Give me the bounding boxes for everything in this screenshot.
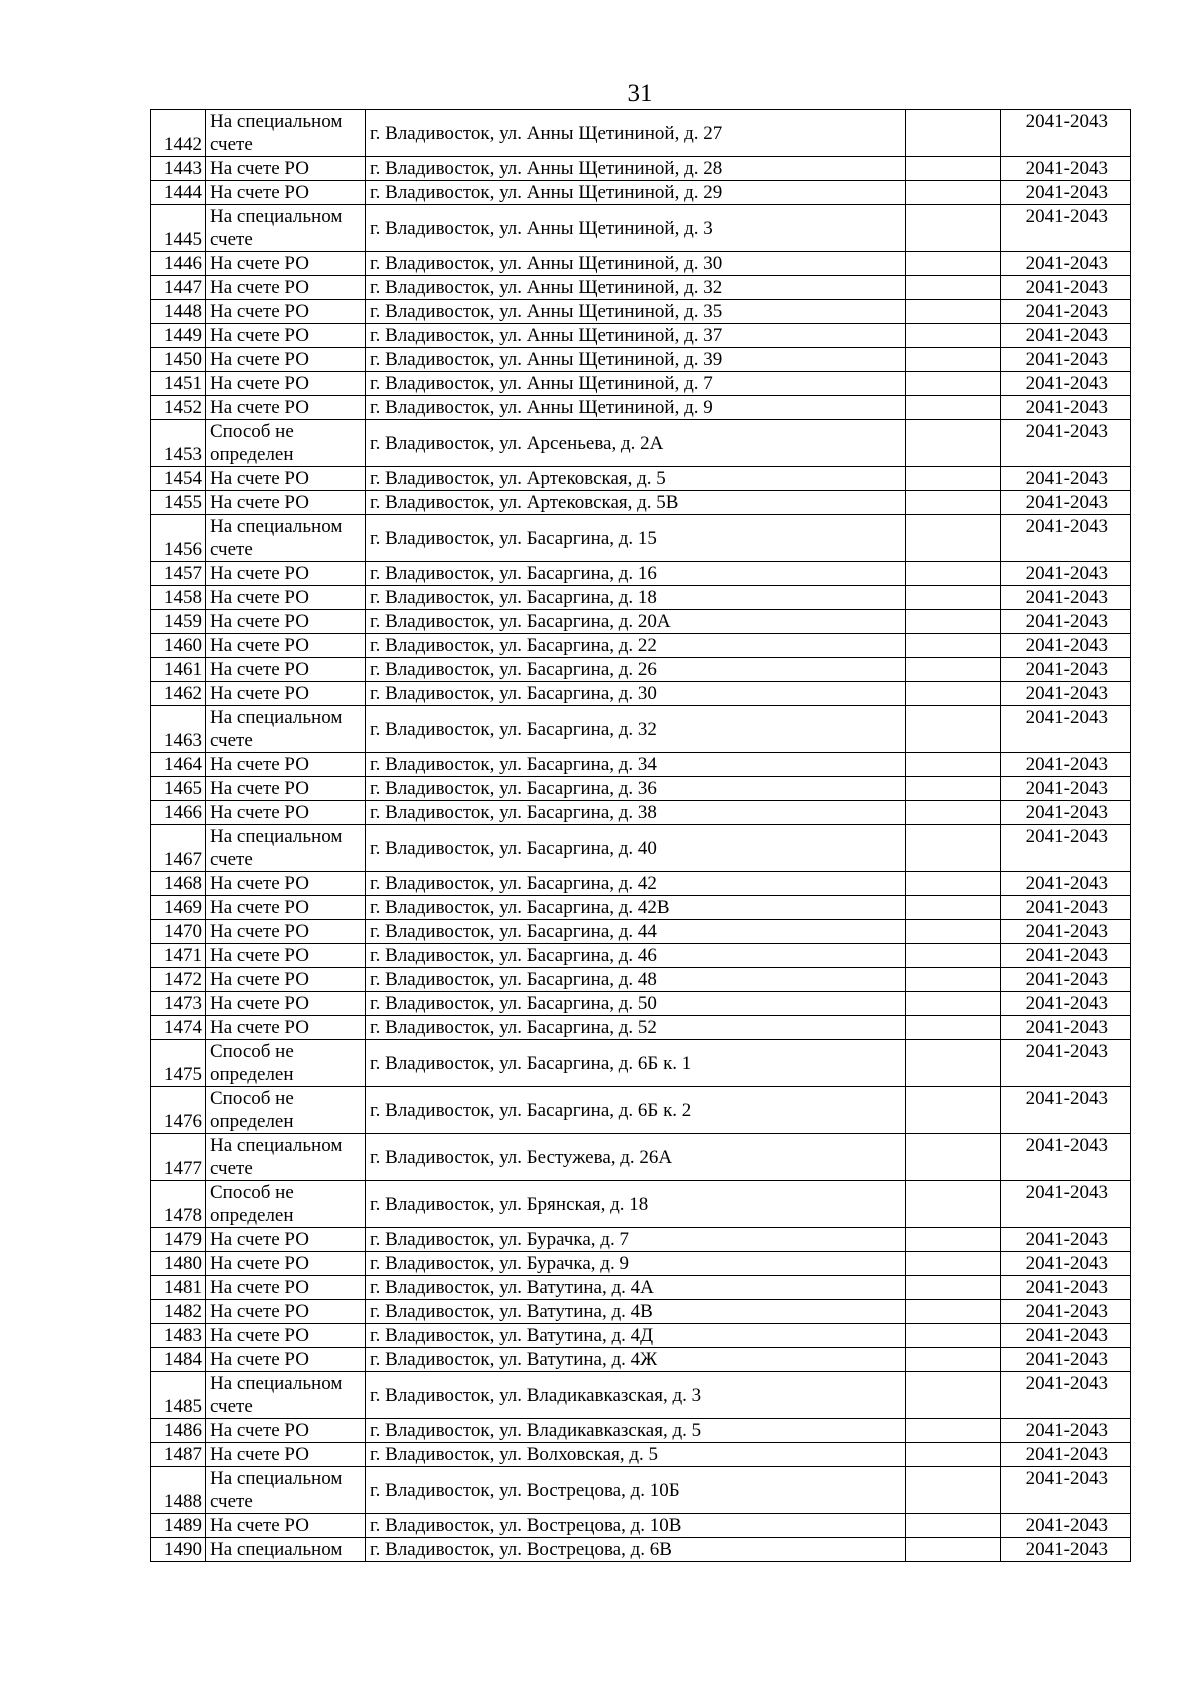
period-cell: 2041-2043 xyxy=(1001,706,1131,753)
period-cell: 2041-2043 xyxy=(1001,276,1131,300)
fund-method-cell: На счете РО xyxy=(206,372,366,396)
period-cell: 2041-2043 xyxy=(1001,396,1131,420)
empty-cell xyxy=(906,1538,1001,1562)
table-row xyxy=(151,1134,1131,1181)
empty-cell xyxy=(906,801,1001,825)
row-number-cell: 1488 xyxy=(151,1467,206,1514)
fund-method-cell: На счете РО xyxy=(206,968,366,992)
fund-method-cell: На специальном счете xyxy=(206,1134,366,1181)
address-cell: г. Владивосток, ул. Анны Щетининой, д. 35 xyxy=(366,300,906,324)
empty-cell xyxy=(906,252,1001,276)
empty-cell xyxy=(906,372,1001,396)
period-cell: 2041-2043 xyxy=(1001,610,1131,634)
period-cell: 2041-2043 xyxy=(1001,1467,1131,1514)
fund-method-cell: На счете РО xyxy=(206,181,366,205)
period-cell: 2041-2043 xyxy=(1001,801,1131,825)
row-number-cell: 1453 xyxy=(151,420,206,467)
table-row xyxy=(151,1324,1131,1348)
row-number-cell: 1477 xyxy=(151,1134,206,1181)
table-row xyxy=(151,515,1131,562)
fund-method-cell: На счете РО xyxy=(206,157,366,181)
register-table xyxy=(150,109,1131,1562)
address-cell: г. Владивосток, ул. Басаргина, д. 6Б к. 2 xyxy=(366,1087,906,1134)
row-number-cell: 1482 xyxy=(151,1300,206,1324)
row-number-cell: 1458 xyxy=(151,586,206,610)
table-row xyxy=(151,300,1131,324)
row-number-cell: 1485 xyxy=(151,1372,206,1419)
address-cell: г. Владивосток, ул. Анны Щетининой, д. 37 xyxy=(366,324,906,348)
empty-cell xyxy=(906,1087,1001,1134)
table-row xyxy=(151,944,1131,968)
table-row xyxy=(151,801,1131,825)
table-row xyxy=(151,181,1131,205)
period-cell: 2041-2043 xyxy=(1001,110,1131,157)
table-row xyxy=(151,1514,1131,1538)
address-cell: г. Владивосток, ул. Басаргина, д. 46 xyxy=(366,944,906,968)
fund-method-cell: На специальном счете xyxy=(206,515,366,562)
page-number: 31 xyxy=(627,80,653,107)
address-cell: г. Владивосток, ул. Брянская, д. 18 xyxy=(366,1181,906,1228)
empty-cell xyxy=(906,682,1001,706)
address-cell: г. Владивосток, ул. Басаргина, д. 52 xyxy=(366,1016,906,1040)
row-number-cell: 1478 xyxy=(151,1181,206,1228)
row-number-cell: 1484 xyxy=(151,1348,206,1372)
period-cell: 2041-2043 xyxy=(1001,753,1131,777)
fund-method-cell: На счете РО xyxy=(206,777,366,801)
empty-cell xyxy=(906,872,1001,896)
address-cell: г. Владивосток, ул. Басаргина, д. 22 xyxy=(366,634,906,658)
address-cell: г. Владивосток, ул. Бурачка, д. 7 xyxy=(366,1228,906,1252)
table-row xyxy=(151,872,1131,896)
empty-cell xyxy=(906,491,1001,515)
table-row xyxy=(151,706,1131,753)
fund-method-cell: Способ не определен xyxy=(206,1087,366,1134)
empty-cell xyxy=(906,1372,1001,1419)
row-number-cell: 1479 xyxy=(151,1228,206,1252)
row-number-cell: 1467 xyxy=(151,825,206,872)
empty-cell xyxy=(906,420,1001,467)
empty-cell xyxy=(906,1514,1001,1538)
row-number-cell: 1444 xyxy=(151,181,206,205)
row-number-cell: 1486 xyxy=(151,1419,206,1443)
address-cell: г. Владивосток, ул. Басаргина, д. 42В xyxy=(366,896,906,920)
row-number-cell: 1448 xyxy=(151,300,206,324)
row-number-cell: 1476 xyxy=(151,1087,206,1134)
row-number-cell: 1490 xyxy=(151,1538,206,1562)
period-cell: 2041-2043 xyxy=(1001,562,1131,586)
address-cell: г. Владивосток, ул. Вострецова, д. 6В xyxy=(366,1538,906,1562)
row-number-cell: 1465 xyxy=(151,777,206,801)
period-cell: 2041-2043 xyxy=(1001,324,1131,348)
period-cell: 2041-2043 xyxy=(1001,1181,1131,1228)
fund-method-cell: На счете РО xyxy=(206,1324,366,1348)
address-cell: г. Владивосток, ул. Басаргина, д. 6Б к. 1 xyxy=(366,1040,906,1087)
table-row xyxy=(151,324,1131,348)
table-row xyxy=(151,562,1131,586)
table-row xyxy=(151,276,1131,300)
address-cell: г. Владивосток, ул. Басаргина, д. 38 xyxy=(366,801,906,825)
address-cell: г. Владивосток, ул. Ватутина, д. 4Д xyxy=(366,1324,906,1348)
row-number-cell: 1469 xyxy=(151,896,206,920)
period-cell: 2041-2043 xyxy=(1001,491,1131,515)
row-number-cell: 1459 xyxy=(151,610,206,634)
address-cell: г. Владивосток, ул. Анны Щетининой, д. 29 xyxy=(366,181,906,205)
address-cell: г. Владивосток, ул. Артековская, д. 5В xyxy=(366,491,906,515)
empty-cell xyxy=(906,181,1001,205)
table-row xyxy=(151,682,1131,706)
period-cell: 2041-2043 xyxy=(1001,205,1131,252)
fund-method-cell: На счете РО xyxy=(206,944,366,968)
empty-cell xyxy=(906,968,1001,992)
empty-cell xyxy=(906,1324,1001,1348)
period-cell: 2041-2043 xyxy=(1001,1252,1131,1276)
period-cell: 2041-2043 xyxy=(1001,1514,1131,1538)
fund-method-cell: На специальном счете xyxy=(206,706,366,753)
empty-cell xyxy=(906,658,1001,682)
address-cell: г. Владивосток, ул. Ватутина, д. 4В xyxy=(366,1300,906,1324)
fund-method-cell: На счете РО xyxy=(206,1514,366,1538)
table-row xyxy=(151,1419,1131,1443)
address-cell: г. Владивосток, ул. Ватутина, д. 4А xyxy=(366,1276,906,1300)
empty-cell xyxy=(906,110,1001,157)
table-row xyxy=(151,586,1131,610)
address-cell: г. Владивосток, ул. Анны Щетининой, д. 39 xyxy=(366,348,906,372)
fund-method-cell: На специальном счете xyxy=(206,110,366,157)
empty-cell xyxy=(906,1419,1001,1443)
address-cell: г. Владивосток, ул. Бурачка, д. 9 xyxy=(366,1252,906,1276)
empty-cell xyxy=(906,825,1001,872)
row-number-cell: 1454 xyxy=(151,467,206,491)
table-row xyxy=(151,753,1131,777)
empty-cell xyxy=(906,1467,1001,1514)
fund-method-cell: На счете РО xyxy=(206,1228,366,1252)
address-cell: г. Владивосток, ул. Анны Щетининой, д. 28 xyxy=(366,157,906,181)
row-number-cell: 1472 xyxy=(151,968,206,992)
fund-method-cell: На счете РО xyxy=(206,1443,366,1467)
row-number-cell: 1474 xyxy=(151,1016,206,1040)
fund-method-cell: На счете РО xyxy=(206,1252,366,1276)
row-number-cell: 1463 xyxy=(151,706,206,753)
table-row xyxy=(151,205,1131,252)
row-number-cell: 1475 xyxy=(151,1040,206,1087)
period-cell: 2041-2043 xyxy=(1001,658,1131,682)
fund-method-cell: На счете РО xyxy=(206,634,366,658)
table-row xyxy=(151,252,1131,276)
address-cell: г. Владивосток, ул. Анны Щетининой, д. 27 xyxy=(366,110,906,157)
empty-cell xyxy=(906,1040,1001,1087)
row-number-cell: 1455 xyxy=(151,491,206,515)
row-number-cell: 1471 xyxy=(151,944,206,968)
address-cell: г. Владивосток, ул. Басаргина, д. 44 xyxy=(366,920,906,944)
period-cell: 2041-2043 xyxy=(1001,682,1131,706)
empty-cell xyxy=(906,944,1001,968)
fund-method-cell: На счете РО xyxy=(206,276,366,300)
address-cell: г. Владивосток, ул. Бестужева, д. 26А xyxy=(366,1134,906,1181)
fund-method-cell: На счете РО xyxy=(206,252,366,276)
row-number-cell: 1447 xyxy=(151,276,206,300)
row-number-cell: 1452 xyxy=(151,396,206,420)
period-cell: 2041-2043 xyxy=(1001,181,1131,205)
fund-method-cell: На счете РО xyxy=(206,610,366,634)
row-number-cell: 1468 xyxy=(151,872,206,896)
fund-method-cell: Способ не определен xyxy=(206,1181,366,1228)
address-cell: г. Владивосток, ул. Владикавказская, д. 3 xyxy=(366,1372,906,1419)
fund-method-cell: На счете РО xyxy=(206,562,366,586)
period-cell: 2041-2043 xyxy=(1001,515,1131,562)
fund-method-cell: На специальном xyxy=(206,1538,366,1562)
empty-cell xyxy=(906,205,1001,252)
table-row xyxy=(151,634,1131,658)
period-cell: 2041-2043 xyxy=(1001,300,1131,324)
address-cell: г. Владивосток, ул. Ватутина, д. 4Ж xyxy=(366,1348,906,1372)
period-cell: 2041-2043 xyxy=(1001,1443,1131,1467)
row-number-cell: 1473 xyxy=(151,992,206,1016)
fund-method-cell: Способ не определен xyxy=(206,1040,366,1087)
empty-cell xyxy=(906,1276,1001,1300)
row-number-cell: 1450 xyxy=(151,348,206,372)
fund-method-cell: На счете РО xyxy=(206,586,366,610)
row-number-cell: 1446 xyxy=(151,252,206,276)
address-cell: г. Владивосток, ул. Анны Щетининой, д. 7 xyxy=(366,372,906,396)
table-row xyxy=(151,1040,1131,1087)
table-row xyxy=(151,1443,1131,1467)
empty-cell xyxy=(906,992,1001,1016)
empty-cell xyxy=(906,348,1001,372)
empty-cell xyxy=(906,1228,1001,1252)
address-cell: г. Владивосток, ул. Владикавказская, д. 5 xyxy=(366,1419,906,1443)
table-row xyxy=(151,1087,1131,1134)
address-cell: г. Владивосток, ул. Басаргина, д. 16 xyxy=(366,562,906,586)
table-row xyxy=(151,610,1131,634)
address-cell: г. Владивосток, ул. Анны Щетининой, д. 9 xyxy=(366,396,906,420)
period-cell: 2041-2043 xyxy=(1001,968,1131,992)
period-cell: 2041-2043 xyxy=(1001,872,1131,896)
table-row xyxy=(151,920,1131,944)
empty-cell xyxy=(906,276,1001,300)
empty-cell xyxy=(906,920,1001,944)
period-cell: 2041-2043 xyxy=(1001,777,1131,801)
row-number-cell: 1480 xyxy=(151,1252,206,1276)
table-row xyxy=(151,658,1131,682)
empty-cell xyxy=(906,1252,1001,1276)
row-number-cell: 1487 xyxy=(151,1443,206,1467)
row-number-cell: 1462 xyxy=(151,682,206,706)
table-row xyxy=(151,1538,1131,1562)
address-cell: г. Владивосток, ул. Басаргина, д. 26 xyxy=(366,658,906,682)
empty-cell xyxy=(906,610,1001,634)
fund-method-cell: На счете РО xyxy=(206,1300,366,1324)
period-cell: 2041-2043 xyxy=(1001,1276,1131,1300)
row-number-cell: 1483 xyxy=(151,1324,206,1348)
address-cell: г. Владивосток, ул. Басаргина, д. 30 xyxy=(366,682,906,706)
row-number-cell: 1466 xyxy=(151,801,206,825)
address-cell: г. Владивосток, ул. Арсеньева, д. 2А xyxy=(366,420,906,467)
period-cell: 2041-2043 xyxy=(1001,825,1131,872)
address-cell: г. Владивосток, ул. Басаргина, д. 15 xyxy=(366,515,906,562)
period-cell: 2041-2043 xyxy=(1001,1228,1131,1252)
period-cell: 2041-2043 xyxy=(1001,1300,1131,1324)
table-row xyxy=(151,1181,1131,1228)
row-number-cell: 1481 xyxy=(151,1276,206,1300)
period-cell: 2041-2043 xyxy=(1001,1372,1131,1419)
fund-method-cell: На счете РО xyxy=(206,872,366,896)
row-number-cell: 1460 xyxy=(151,634,206,658)
fund-method-cell: На счете РО xyxy=(206,300,366,324)
fund-method-cell: На специальном счете xyxy=(206,825,366,872)
empty-cell xyxy=(906,157,1001,181)
address-cell: г. Владивосток, ул. Басаргина, д. 36 xyxy=(366,777,906,801)
table-row xyxy=(151,348,1131,372)
address-cell: г. Владивосток, ул. Анны Щетининой, д. 32 xyxy=(366,276,906,300)
period-cell: 2041-2043 xyxy=(1001,157,1131,181)
period-cell: 2041-2043 xyxy=(1001,372,1131,396)
table-row xyxy=(151,1372,1131,1419)
table-row xyxy=(151,157,1131,181)
fund-method-cell: На счете РО xyxy=(206,753,366,777)
empty-cell xyxy=(906,586,1001,610)
empty-cell xyxy=(906,1016,1001,1040)
fund-method-cell: На счете РО xyxy=(206,467,366,491)
address-cell: г. Владивосток, ул. Вострецова, д. 10В xyxy=(366,1514,906,1538)
fund-method-cell: На счете РО xyxy=(206,658,366,682)
table-row xyxy=(151,968,1131,992)
table-row xyxy=(151,467,1131,491)
row-number-cell: 1464 xyxy=(151,753,206,777)
table-row xyxy=(151,1252,1131,1276)
address-cell: г. Владивосток, ул. Вострецова, д. 10Б xyxy=(366,1467,906,1514)
period-cell: 2041-2043 xyxy=(1001,467,1131,491)
period-cell: 2041-2043 xyxy=(1001,1040,1131,1087)
empty-cell xyxy=(906,1443,1001,1467)
row-number-cell: 1442 xyxy=(151,110,206,157)
empty-cell xyxy=(906,706,1001,753)
period-cell: 2041-2043 xyxy=(1001,1134,1131,1181)
empty-cell xyxy=(906,562,1001,586)
row-number-cell: 1457 xyxy=(151,562,206,586)
period-cell: 2041-2043 xyxy=(1001,992,1131,1016)
address-cell: г. Владивосток, ул. Анны Щетининой, д. 3 xyxy=(366,205,906,252)
table-row xyxy=(151,1300,1131,1324)
address-cell: г. Владивосток, ул. Басаргина, д. 32 xyxy=(366,706,906,753)
row-number-cell: 1489 xyxy=(151,1514,206,1538)
empty-cell xyxy=(906,396,1001,420)
address-cell: г. Владивосток, ул. Басаргина, д. 20А xyxy=(366,610,906,634)
period-cell: 2041-2043 xyxy=(1001,1348,1131,1372)
address-cell: г. Владивосток, ул. Волховская, д. 5 xyxy=(366,1443,906,1467)
row-number-cell: 1461 xyxy=(151,658,206,682)
empty-cell xyxy=(906,1134,1001,1181)
empty-cell xyxy=(906,467,1001,491)
period-cell: 2041-2043 xyxy=(1001,348,1131,372)
fund-method-cell: На счете РО xyxy=(206,396,366,420)
period-cell: 2041-2043 xyxy=(1001,896,1131,920)
fund-method-cell: Способ не определен xyxy=(206,420,366,467)
address-cell: г. Владивосток, ул. Басаргина, д. 34 xyxy=(366,753,906,777)
fund-method-cell: На счете РО xyxy=(206,896,366,920)
address-cell: г. Владивосток, ул. Артековская, д. 5 xyxy=(366,467,906,491)
address-cell: г. Владивосток, ул. Басаргина, д. 50 xyxy=(366,992,906,1016)
table-row xyxy=(151,396,1131,420)
empty-cell xyxy=(906,515,1001,562)
register-table-body xyxy=(151,110,1131,1562)
period-cell: 2041-2043 xyxy=(1001,634,1131,658)
fund-method-cell: На счете РО xyxy=(206,1348,366,1372)
fund-method-cell: На счете РО xyxy=(206,348,366,372)
table-row xyxy=(151,1228,1131,1252)
empty-cell xyxy=(906,1181,1001,1228)
row-number-cell: 1443 xyxy=(151,157,206,181)
row-number-cell: 1451 xyxy=(151,372,206,396)
table-row xyxy=(151,372,1131,396)
fund-method-cell: На счете РО xyxy=(206,1016,366,1040)
fund-method-cell: На счете РО xyxy=(206,1276,366,1300)
fund-method-cell: На счете РО xyxy=(206,992,366,1016)
table-row xyxy=(151,491,1131,515)
fund-method-cell: На специальном счете xyxy=(206,1372,366,1419)
table-row xyxy=(151,896,1131,920)
fund-method-cell: На счете РО xyxy=(206,1419,366,1443)
fund-method-cell: На счете РО xyxy=(206,491,366,515)
empty-cell xyxy=(906,324,1001,348)
table-row xyxy=(151,777,1131,801)
empty-cell xyxy=(906,777,1001,801)
address-cell: г. Владивосток, ул. Басаргина, д. 42 xyxy=(366,872,906,896)
table-row xyxy=(151,992,1131,1016)
table-row xyxy=(151,420,1131,467)
row-number-cell: 1449 xyxy=(151,324,206,348)
period-cell: 2041-2043 xyxy=(1001,1538,1131,1562)
empty-cell xyxy=(906,1348,1001,1372)
period-cell: 2041-2043 xyxy=(1001,420,1131,467)
fund-method-cell: На специальном счете xyxy=(206,205,366,252)
period-cell: 2041-2043 xyxy=(1001,1419,1131,1443)
empty-cell xyxy=(906,753,1001,777)
address-cell: г. Владивосток, ул. Басаргина, д. 40 xyxy=(366,825,906,872)
address-cell: г. Владивосток, ул. Басаргина, д. 18 xyxy=(366,586,906,610)
row-number-cell: 1445 xyxy=(151,205,206,252)
table-row xyxy=(151,825,1131,872)
period-cell: 2041-2043 xyxy=(1001,944,1131,968)
row-number-cell: 1470 xyxy=(151,920,206,944)
period-cell: 2041-2043 xyxy=(1001,1016,1131,1040)
fund-method-cell: На специальном счете xyxy=(206,1467,366,1514)
fund-method-cell: На счете РО xyxy=(206,682,366,706)
fund-method-cell: На счете РО xyxy=(206,920,366,944)
empty-cell xyxy=(906,1300,1001,1324)
fund-method-cell: На счете РО xyxy=(206,324,366,348)
period-cell: 2041-2043 xyxy=(1001,252,1131,276)
period-cell: 2041-2043 xyxy=(1001,586,1131,610)
fund-method-cell: На счете РО xyxy=(206,801,366,825)
period-cell: 2041-2043 xyxy=(1001,1324,1131,1348)
address-cell: г. Владивосток, ул. Анны Щетининой, д. 30 xyxy=(366,252,906,276)
address-cell: г. Владивосток, ул. Басаргина, д. 48 xyxy=(366,968,906,992)
table-row xyxy=(151,1276,1131,1300)
empty-cell xyxy=(906,634,1001,658)
empty-cell xyxy=(906,896,1001,920)
table-row xyxy=(151,1467,1131,1514)
row-number-cell: 1456 xyxy=(151,515,206,562)
period-cell: 2041-2043 xyxy=(1001,920,1131,944)
table-row xyxy=(151,1016,1131,1040)
period-cell: 2041-2043 xyxy=(1001,1087,1131,1134)
table-row xyxy=(151,1348,1131,1372)
empty-cell xyxy=(906,300,1001,324)
table-row xyxy=(151,110,1131,157)
